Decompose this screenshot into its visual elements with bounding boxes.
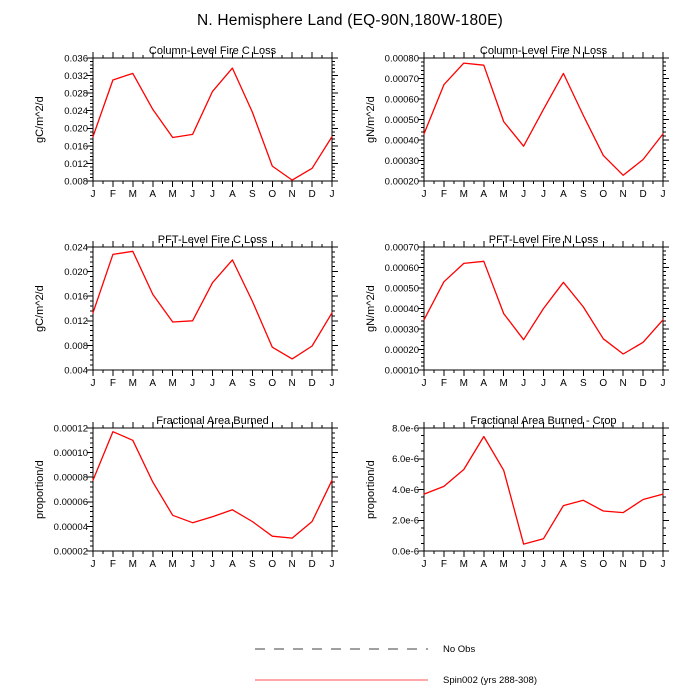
x-tick-label: J bbox=[210, 189, 215, 200]
x-tick-label: J bbox=[541, 189, 546, 200]
y-axis-label: proportion/d bbox=[34, 460, 46, 519]
plot-area bbox=[10, 414, 340, 592]
x-tick-label: A bbox=[560, 559, 567, 570]
y-tick-label: 0.00050 bbox=[384, 114, 419, 126]
y-axis-label: gN/m^2/d bbox=[365, 285, 377, 332]
x-tick-label: J bbox=[190, 378, 196, 389]
x-tick-label: O bbox=[268, 189, 277, 200]
x-tick-label: J bbox=[90, 378, 96, 389]
figure-title: N. Hemisphere Land (EQ-90N,180W-180E) bbox=[196, 12, 504, 29]
y-tick-label: 0.00050 bbox=[384, 283, 419, 295]
x-tick-label: O bbox=[599, 378, 608, 389]
y-tick-label: 0.0e-6 bbox=[392, 546, 419, 558]
y-tick-label: 0.004 bbox=[64, 365, 88, 377]
x-tick-label: J bbox=[329, 189, 335, 200]
x-tick-label: M bbox=[168, 378, 177, 389]
plot-frame bbox=[424, 428, 663, 551]
x-tick-label: J bbox=[660, 189, 666, 200]
y-tick-label: 0.00040 bbox=[384, 135, 419, 147]
plot-area bbox=[341, 414, 671, 592]
y-tick-label: 0.00070 bbox=[384, 73, 419, 85]
x-tick-label: F bbox=[109, 559, 116, 570]
chart-title: Column-Level Fire C Loss bbox=[148, 45, 277, 57]
x-tick-label: D bbox=[308, 559, 316, 570]
x-tick-label: O bbox=[268, 559, 277, 570]
x-tick-label: O bbox=[599, 189, 608, 200]
x-tick-label: N bbox=[619, 378, 627, 389]
y-tick-label: 0.00030 bbox=[384, 324, 419, 336]
x-tick-label: J bbox=[521, 189, 527, 200]
y-tick-label: 0.00080 bbox=[384, 53, 419, 65]
y-tick-label: 0.008 bbox=[64, 176, 88, 188]
y-tick-label: 0.00060 bbox=[384, 94, 419, 106]
x-tick-label: A bbox=[480, 189, 488, 200]
plot-frame bbox=[93, 58, 332, 181]
chart-fractional-area-burned bbox=[10, 414, 340, 592]
x-tick-label: J bbox=[541, 559, 546, 570]
series-line bbox=[93, 251, 332, 359]
x-tick-label: O bbox=[268, 378, 277, 389]
x-tick-label: M bbox=[459, 378, 469, 389]
x-tick-label: M bbox=[168, 189, 177, 200]
x-tick-label: J bbox=[541, 378, 546, 389]
x-tick-label: J bbox=[660, 559, 666, 570]
x-tick-label: N bbox=[288, 189, 296, 200]
x-tick-label: J bbox=[329, 559, 335, 570]
y-tick-label: 0.00008 bbox=[53, 472, 88, 484]
plot-area bbox=[10, 233, 340, 411]
x-tick-label: A bbox=[229, 189, 236, 200]
x-tick-label: F bbox=[440, 189, 447, 200]
plot-frame bbox=[93, 247, 332, 370]
x-tick-label: S bbox=[248, 378, 256, 389]
x-tick-label: J bbox=[521, 378, 527, 389]
x-tick-label: N bbox=[288, 378, 296, 389]
series-line bbox=[424, 261, 663, 354]
plot-frame bbox=[93, 428, 332, 551]
x-tick-label: M bbox=[168, 559, 177, 570]
chart-title: Fractional Area Burned bbox=[156, 415, 269, 427]
chart-column-level-fire-c-loss bbox=[10, 44, 340, 222]
y-tick-label: 0.020 bbox=[64, 267, 88, 278]
x-tick-label: M bbox=[459, 189, 469, 200]
x-tick-label: A bbox=[560, 378, 567, 389]
chart-pft-level-fire-n-loss bbox=[341, 233, 671, 411]
x-tick-label: D bbox=[308, 189, 316, 200]
chart-pft-level-fire-c-loss bbox=[10, 233, 340, 411]
y-tick-label: 0.00070 bbox=[384, 242, 419, 254]
x-tick-label: A bbox=[229, 559, 236, 570]
chart-column-level-fire-n-loss bbox=[341, 44, 671, 222]
y-tick-label: 0.00060 bbox=[384, 262, 419, 274]
x-tick-label: S bbox=[579, 378, 587, 389]
y-tick-label: 0.032 bbox=[64, 70, 88, 82]
y-tick-label: 0.00010 bbox=[384, 365, 419, 377]
x-tick-label: F bbox=[109, 189, 116, 200]
y-tick-label: 8.0e-6 bbox=[392, 423, 419, 435]
y-tick-label: 0.012 bbox=[64, 316, 88, 328]
series-line-swatch bbox=[252, 672, 432, 688]
y-tick-label: 0.024 bbox=[64, 242, 88, 254]
x-tick-label: D bbox=[639, 559, 647, 570]
x-tick-label: J bbox=[210, 378, 215, 389]
x-tick-label: J bbox=[521, 559, 527, 570]
x-tick-label: O bbox=[599, 559, 608, 570]
x-tick-label: N bbox=[619, 559, 627, 570]
y-tick-label: 0.036 bbox=[64, 53, 88, 65]
x-tick-label: F bbox=[440, 559, 447, 570]
plot-frame bbox=[424, 58, 663, 181]
x-tick-label: N bbox=[288, 559, 296, 570]
x-tick-label: D bbox=[639, 378, 647, 389]
legend-label-no-obs: No Obs bbox=[443, 644, 476, 655]
x-tick-label: J bbox=[329, 378, 335, 389]
series-line bbox=[424, 63, 663, 175]
no-obs-line-swatch bbox=[252, 641, 432, 657]
x-tick-label: S bbox=[248, 559, 256, 570]
x-tick-label: F bbox=[109, 378, 116, 389]
y-tick-label: 0.00010 bbox=[53, 448, 88, 459]
x-tick-label: A bbox=[480, 378, 488, 389]
x-tick-label: M bbox=[499, 189, 508, 200]
y-tick-label: 0.00020 bbox=[384, 344, 419, 356]
x-tick-label: A bbox=[560, 189, 567, 200]
y-axis-label: gC/m^2/d bbox=[34, 285, 46, 332]
y-tick-label: 0.008 bbox=[64, 340, 88, 352]
x-tick-label: F bbox=[440, 378, 447, 389]
series-line bbox=[93, 68, 332, 180]
y-tick-label: 6.0e-6 bbox=[392, 454, 419, 466]
y-tick-label: 0.016 bbox=[64, 141, 88, 153]
x-tick-label: D bbox=[308, 378, 316, 389]
y-axis-label: gC/m^2/d bbox=[34, 96, 46, 143]
y-tick-label: 0.00004 bbox=[53, 521, 88, 533]
x-tick-label: J bbox=[421, 189, 427, 200]
x-tick-label: N bbox=[619, 189, 627, 200]
y-tick-label: 0.016 bbox=[64, 291, 88, 303]
x-tick-label: A bbox=[149, 378, 157, 389]
x-tick-label: J bbox=[90, 559, 96, 570]
x-tick-label: A bbox=[149, 189, 157, 200]
y-tick-label: 2.0e-6 bbox=[392, 515, 419, 527]
y-tick-label: 0.00030 bbox=[384, 155, 419, 167]
x-tick-label: J bbox=[190, 189, 196, 200]
x-tick-label: A bbox=[480, 559, 488, 570]
chart-title: Column-Level Fire N Loss bbox=[479, 45, 608, 57]
y-tick-label: 0.028 bbox=[64, 88, 88, 100]
x-tick-label: J bbox=[421, 378, 427, 389]
y-tick-label: 4.0e-6 bbox=[392, 484, 419, 496]
x-tick-label: J bbox=[90, 189, 96, 200]
y-tick-label: 0.024 bbox=[64, 106, 88, 118]
chart-title: PFT-Level Fire C Loss bbox=[157, 234, 268, 246]
x-tick-label: J bbox=[190, 559, 196, 570]
x-tick-label: D bbox=[639, 189, 647, 200]
x-tick-label: M bbox=[128, 559, 138, 570]
y-tick-label: 0.00002 bbox=[53, 546, 88, 558]
y-tick-label: 0.020 bbox=[64, 123, 88, 135]
y-axis-label: gN/m^2/d bbox=[365, 96, 377, 143]
x-tick-label: M bbox=[499, 378, 508, 389]
x-tick-label: J bbox=[421, 559, 427, 570]
chart-title: PFT-Level Fire N Loss bbox=[488, 234, 599, 246]
y-axis-label: proportion/d bbox=[365, 460, 377, 519]
plot-area bbox=[10, 44, 340, 222]
plot-area bbox=[341, 44, 671, 222]
y-tick-label: 0.00006 bbox=[53, 497, 88, 509]
x-tick-label: A bbox=[149, 559, 157, 570]
legend-label-series: Spin002 (yrs 288-308) bbox=[443, 675, 537, 686]
x-tick-label: J bbox=[660, 378, 666, 389]
series-line bbox=[93, 432, 332, 538]
y-tick-label: 0.00020 bbox=[384, 176, 419, 188]
x-tick-label: J bbox=[210, 559, 215, 570]
chart-fractional-area-burned-crop bbox=[341, 414, 671, 592]
y-tick-label: 0.012 bbox=[64, 158, 88, 170]
y-tick-label: 0.00040 bbox=[384, 303, 419, 315]
y-tick-label: 0.00012 bbox=[53, 423, 88, 435]
x-tick-label: M bbox=[128, 378, 138, 389]
series-line bbox=[424, 437, 663, 545]
x-tick-label: A bbox=[229, 378, 236, 389]
x-tick-label: M bbox=[128, 189, 138, 200]
x-tick-label: M bbox=[499, 559, 508, 570]
plot-area bbox=[341, 233, 671, 411]
chart-title: Fractional Area Burned - Crop bbox=[470, 415, 617, 427]
x-tick-label: S bbox=[579, 189, 587, 200]
x-tick-label: S bbox=[579, 559, 587, 570]
x-tick-label: S bbox=[248, 189, 256, 200]
x-tick-label: M bbox=[459, 559, 469, 570]
